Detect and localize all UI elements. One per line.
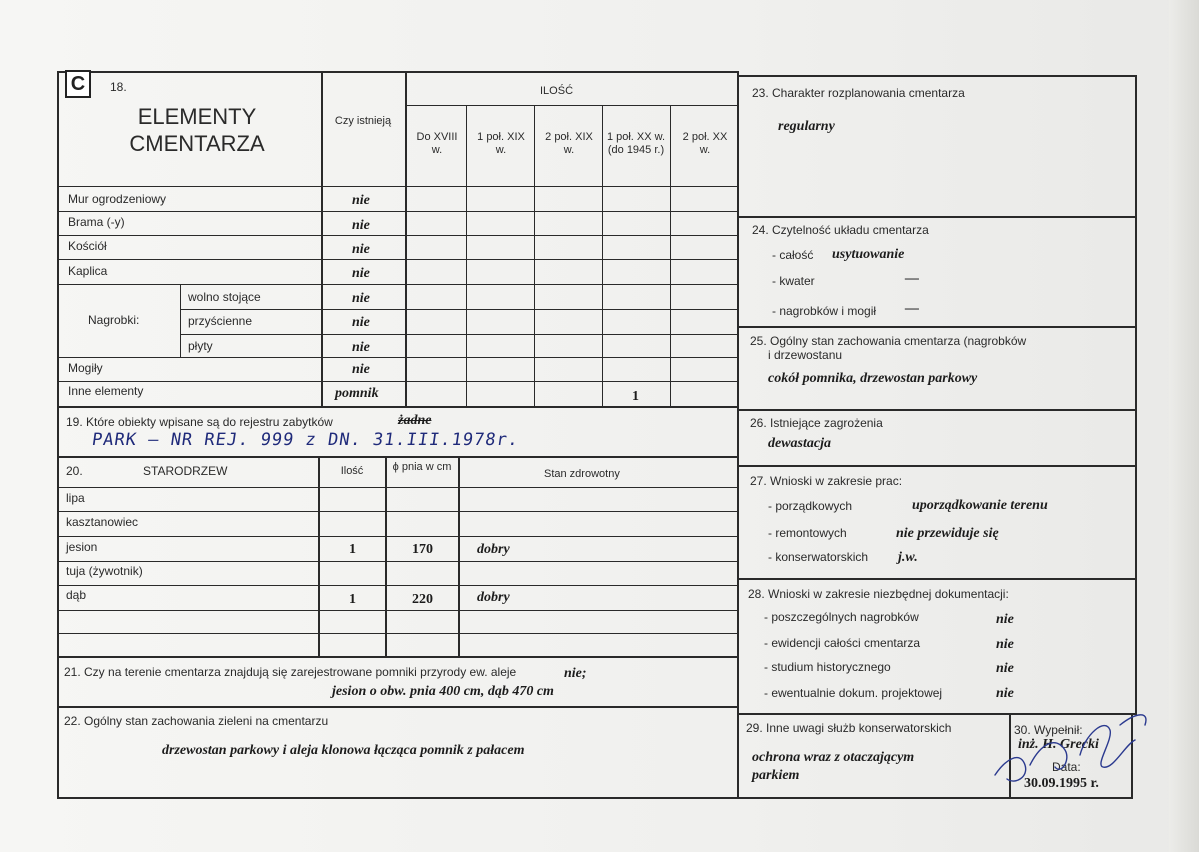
section29-answer: ochrona wraz z otaczającym [752,750,915,765]
item-label: - nagrobków i mogił [772,304,877,318]
section24-label: 24. Czytelność układu cmentarza [752,223,929,237]
section20-title: STARODRZEW [143,464,228,478]
rule [58,536,738,537]
section20-number: 20. [66,464,83,478]
rule [58,235,738,236]
inne-count: 1 [632,389,639,404]
section19-struck: żadne [398,413,432,428]
col-header-health: Stan zdrowotny [544,468,620,480]
rule [58,186,738,187]
rule [737,71,739,799]
tree-name: lipa [66,491,85,505]
section30-label: 30. Wypełnił: [1014,723,1083,737]
item-value: nie [996,637,1014,652]
row-label: Mur ogrodzeniowy [68,192,167,206]
rule [57,706,739,708]
row-label: Kościół [68,239,107,253]
rule [58,259,738,260]
row-value: pomnik [335,386,379,401]
section26-answer: dewastacja [768,436,831,451]
item-value: j.w. [898,550,918,565]
item-label: - konserwatorskich [768,550,869,564]
tree-name: tuja (żywotnik) [66,564,143,578]
section25-label-cont: i drzewostanu [768,348,843,362]
section25-label: 25. Ogólny stan zachowania cmentarza (nagrobków [750,334,1027,348]
rule [58,487,738,488]
tree-diam: 220 [412,592,433,607]
period-header: Do XVIII w. [416,131,458,156]
item-value: — [905,271,919,286]
col-header-qty: Ilość [340,465,364,477]
rule [57,71,739,73]
rule [58,357,738,358]
item-label: - ewidencji całości cmentarza [764,636,921,650]
row-label: Kaplica [68,264,108,278]
col-header-exists: Czy istnieją [334,115,392,127]
col-header-ilosc: ILOŚĆ [540,85,574,97]
tree-name: dąb [66,588,87,602]
item-label: - studium historycznego [764,660,891,674]
item-label: - remontowych [768,526,847,540]
section23-answer: regularny [778,119,835,134]
rule [58,585,738,586]
row-value: nie [352,266,370,281]
tree-diam: 170 [412,542,433,557]
rule [58,610,738,611]
date-label: Data: [1052,760,1081,774]
tree-qty: 1 [349,542,356,557]
rule [57,656,739,658]
row-label: Inne elementy [68,384,144,398]
section23-label: 23. Charakter rozplanowania cmentarza [752,86,965,100]
row-value: nie [352,362,370,377]
rule [737,409,1137,411]
signature [985,705,1160,795]
rule [534,105,535,407]
rule [180,309,738,310]
rule [466,105,467,407]
page-edge [1169,0,1199,852]
section25-answer: cokół pomnika, drzewostan parkowy [768,371,978,386]
section21-label: 21. Czy na terenie cmentarza znajdują się zarejestrowane pomniki przyrody ew. aleje [64,665,517,679]
row-value: nie [352,315,370,330]
rule [58,633,738,634]
section26-label: 26. Istniejące zagrożenia [750,416,883,430]
tree-health: dobry [477,542,510,557]
rule [180,284,181,357]
row-label: Brama (-y) [68,215,125,229]
section19-handwritten: PARK – NR REJ. 999 z DN. 31.III.1978r. [90,430,521,450]
period-header: 2 poł. XIX w. [545,131,593,156]
item-value: usytuowanie [832,247,905,262]
section28-label: 28. Wnioski w zakresie niezbędnej dokumentacji: [748,587,1009,601]
rule [406,105,738,106]
period-header: 1 poł. XX w. (do 1945 r.) [606,131,666,156]
section29-label: 29. Inne uwagi służb konserwatorskich [746,721,952,735]
row-value: nie [352,193,370,208]
section-letter-box: C [65,70,91,98]
item-value: nie [996,686,1014,701]
row-label: przyścienne [188,314,253,328]
row-label: wolno stojące [188,290,261,304]
rule [737,578,1137,580]
section21-answer2: jesion o obw. pnia 400 cm, dąb 470 cm [332,684,554,699]
item-label: - poszczególnych nagrobków [764,610,919,624]
tree-health: dobry [477,590,510,605]
rule [737,75,1137,77]
section-title-line2: CMENTARZA [129,131,265,156]
section22-answer: drzewostan parkowy i aleja klonowa łącząca pomnik z pałacem [162,743,525,758]
section-title-line1: ELEMENTY [137,104,257,129]
rule [57,456,739,458]
filler-name: inż. H. Grecki [1018,737,1099,752]
rule [602,105,603,407]
tree-qty: 1 [349,592,356,607]
rule [737,797,1133,799]
rule [58,284,738,285]
rule [670,105,671,407]
row-value: nie [352,242,370,257]
rule [57,406,739,408]
rule [737,465,1137,467]
item-label: - ewentualnie dokum. projektowej [764,686,943,700]
rule [737,326,1137,328]
item-value: — [905,301,919,316]
row-value: nie [352,291,370,306]
tree-name: kasztanowiec [66,515,139,529]
row-value: nie [352,218,370,233]
row-label: płyty [188,339,213,353]
section19-label: 19. Które obiekty wpisane są do rejestru zabytków [66,415,333,429]
date-value: 30.09.1995 r. [1024,776,1099,791]
period-header: 2 poł. XX w. [682,131,728,156]
period-header: 1 poł. XIX w. [477,131,525,156]
item-label: - kwater [772,274,815,288]
row-label: Mogiły [68,361,103,375]
section27-label: 27. Wnioski w zakresie prac: [750,474,903,488]
rule [58,561,738,562]
rule [58,211,738,212]
item-value: nie [996,661,1014,676]
rule [737,216,1137,218]
col-header-diam: ϕ pnia w cm [392,461,452,473]
rule [57,797,739,799]
item-value: nie przewiduje się [896,526,999,541]
item-label: - całość [772,248,814,262]
rule [180,334,738,335]
tree-name: jesion [66,540,98,554]
item-value: uporządkowanie terenu [912,498,1048,513]
section22-label: 22. Ogólny stan zachowania zieleni na cmentarzu [64,714,329,728]
item-label: - porządkowych [768,499,853,513]
section-number: 18. [110,80,127,94]
rule [57,71,59,799]
rule [58,381,738,382]
rule [1135,75,1137,715]
nagrobki-label: Nagrobki: [88,313,140,327]
section21-answer1: nie; [564,666,587,681]
row-value: nie [352,340,370,355]
section29-answer-cont: parkiem [752,768,800,783]
item-value: nie [996,612,1014,627]
rule [58,511,738,512]
